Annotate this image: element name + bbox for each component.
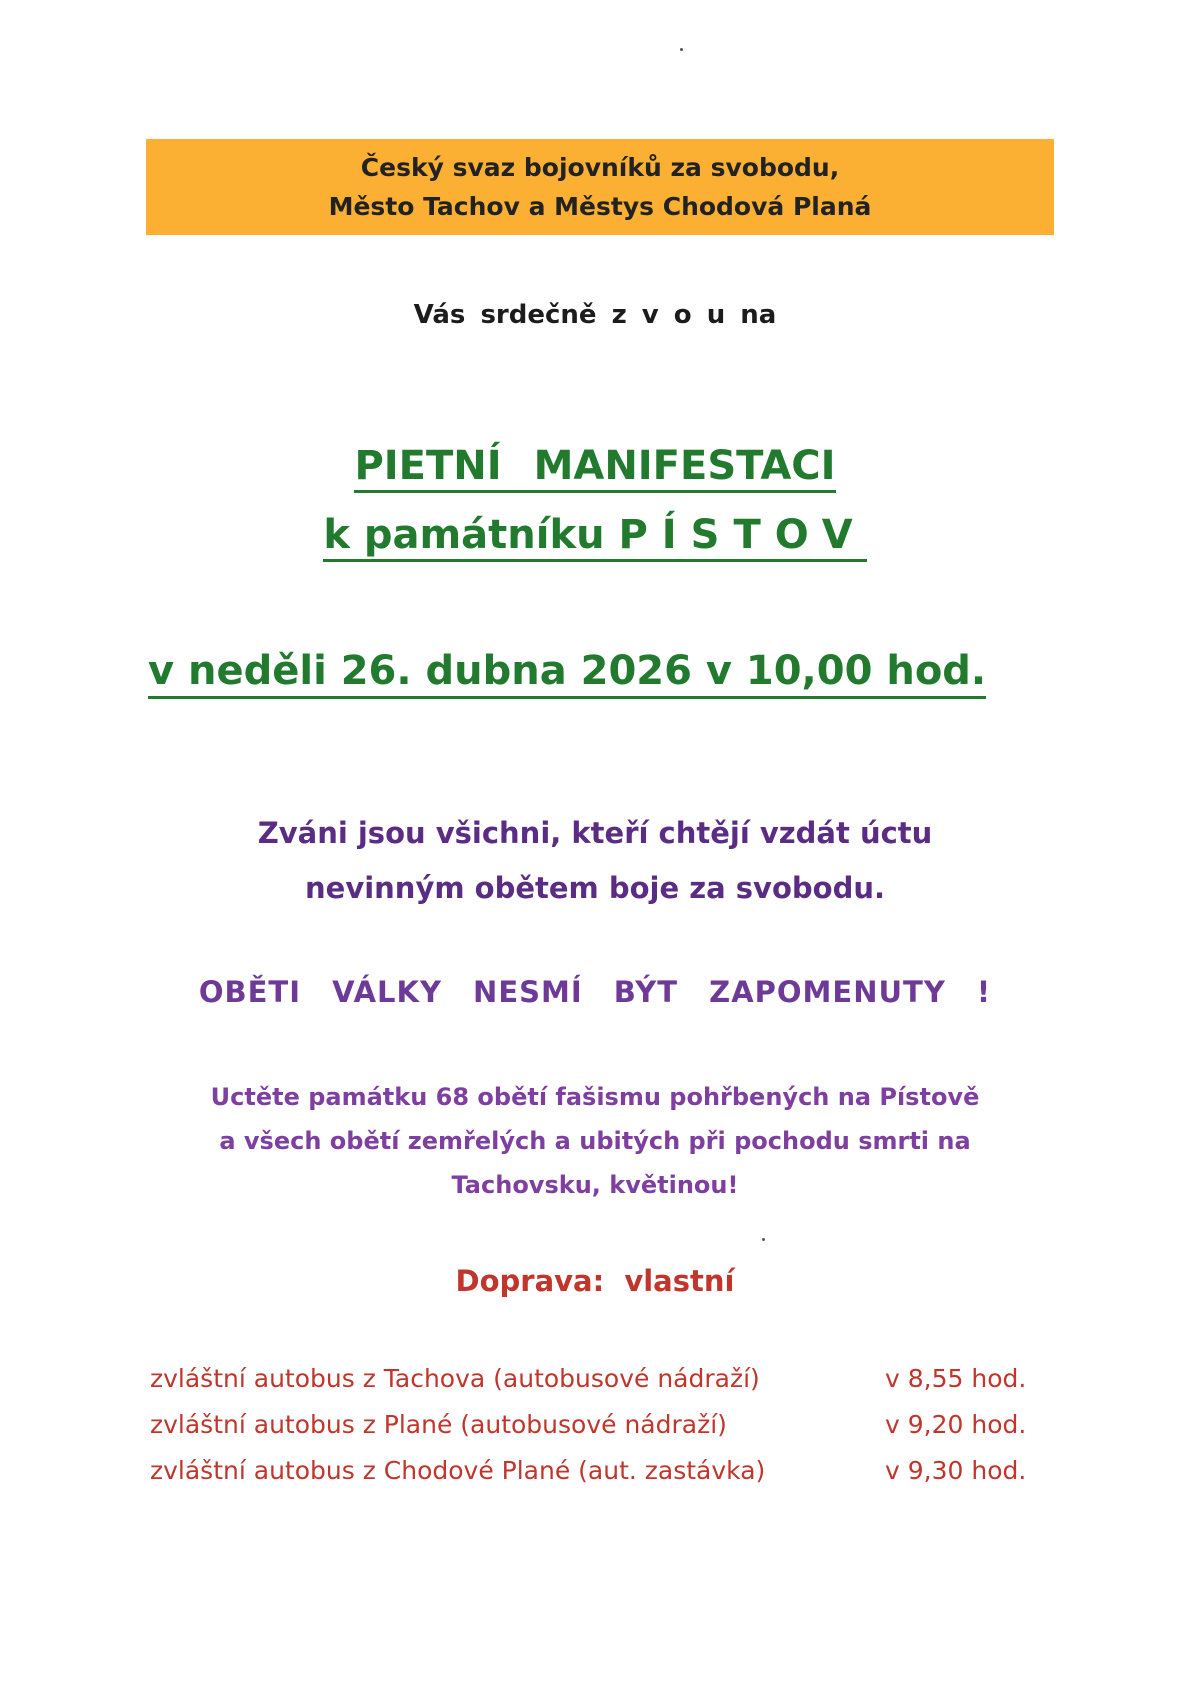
- bus-row: [150, 1456, 1027, 1485]
- bus-row: [150, 1364, 1027, 1393]
- commemoration-line-2: a všech obětí zemřelých a ubitých při pochodu smrti na: [219, 1127, 971, 1155]
- memorial-prefix: k památníku: [323, 512, 619, 558]
- bus-time: v 9,20 hod.: [885, 1410, 1027, 1439]
- event-title-line-1: [0, 443, 1190, 489]
- invitation-text-line-2: nevinným obětem boje za svobodu.: [305, 871, 885, 905]
- scan-speck: [680, 48, 683, 51]
- invite-line: Vás srdečně z v o u na: [413, 300, 777, 330]
- invitation-text-line-1: Zváni jsou všichni, kteří chtějí vzdát úctu: [257, 816, 933, 850]
- organizers-line-1: Český svaz bojovníků za svobodu,: [360, 153, 840, 182]
- warning-slogan: OBĚTI VÁLKY NESMÍ BÝT ZAPOMENUTY !: [198, 975, 992, 1009]
- organizers-banner: [146, 139, 1054, 235]
- commemoration-line-3: Tachovsku, květinou!: [451, 1171, 739, 1199]
- bus-route: zvláštní autobus z Plané (autobusové nádraží): [150, 1410, 727, 1439]
- event-title-line-2: [0, 512, 1190, 558]
- bus-row: [150, 1410, 1027, 1439]
- event-date: v neděli 26. dubna 2026 v 10,00 hod.: [148, 648, 986, 699]
- event-title: PIETNÍ MANIFESTACI: [354, 443, 835, 493]
- memorial-name: [323, 512, 866, 562]
- bus-route: zvláštní autobus z Tachova (autobusové nádraží): [150, 1364, 760, 1393]
- bus-time: v 9,30 hod.: [885, 1456, 1027, 1485]
- transport-label: Doprava: vlastní: [455, 1264, 735, 1298]
- memorial-place: PÍSTOV: [618, 512, 867, 558]
- bus-route: zvláštní autobus z Chodové Plané (aut. zastávka): [150, 1456, 766, 1485]
- commemoration-line-1: Uctěte památku 68 obětí fašismu pohřbených na Pístově: [210, 1083, 980, 1111]
- bus-time: v 8,55 hod.: [885, 1364, 1027, 1393]
- organizers-line-2: Město Tachov a Městys Chodová Planá: [328, 192, 872, 221]
- scan-speck: [762, 1238, 765, 1241]
